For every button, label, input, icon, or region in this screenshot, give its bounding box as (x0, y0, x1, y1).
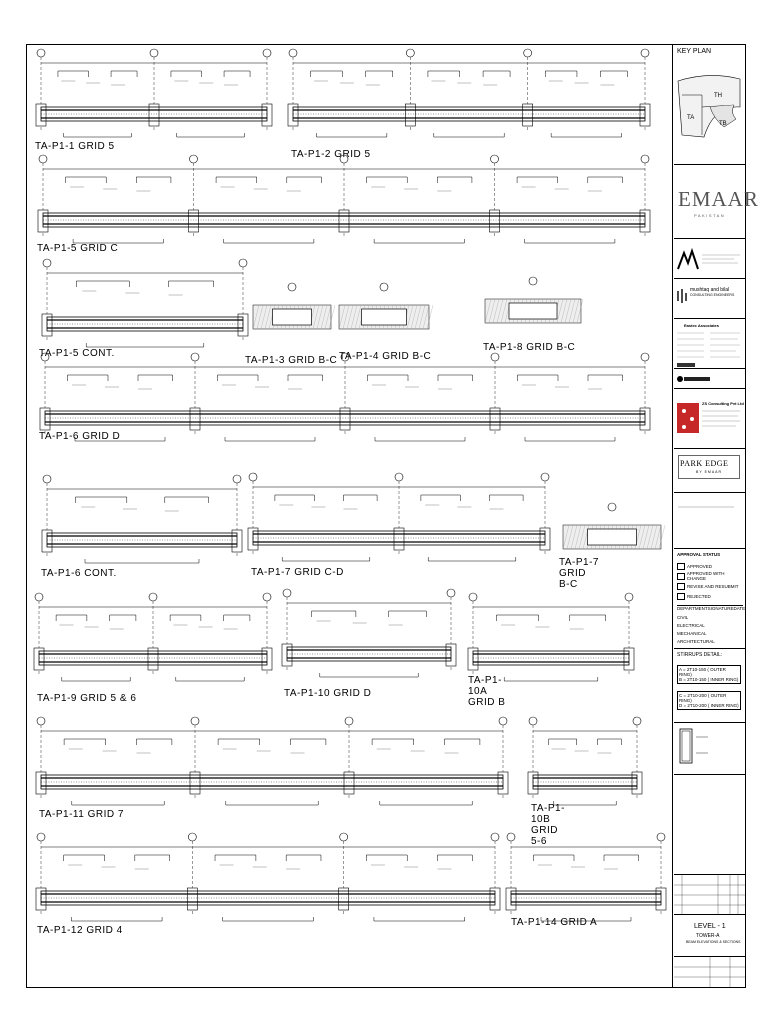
top-bar (110, 615, 136, 621)
top-bar (136, 177, 171, 183)
top-bar (66, 177, 107, 183)
bottom-bar (434, 133, 504, 137)
top-bar (218, 375, 259, 381)
top-bar (64, 739, 106, 745)
grid-bubble (541, 473, 549, 481)
contractor-logo (674, 389, 745, 449)
checkbox[interactable] (677, 593, 685, 600)
grid-bubble (529, 277, 537, 285)
top-bar (224, 615, 250, 621)
tower-label: TA (687, 115, 695, 121)
stirrups-box-1: A = 2T10-150 ( OUTER RING) B = 2T10-150 ( INNER RING) (677, 665, 741, 684)
grid-bubble (150, 49, 158, 57)
beam-label: TA-P1-12 GRID 4 (37, 925, 123, 936)
top-bar (437, 855, 472, 861)
top-bar (111, 71, 137, 77)
top-bar (366, 855, 407, 861)
mep-panel (674, 319, 745, 369)
top-bar (275, 495, 314, 501)
grid-bubble (35, 593, 43, 601)
grid-bubble (39, 155, 47, 163)
grid-bubble (249, 473, 257, 481)
section-outline (362, 309, 407, 325)
grid-bubble (191, 717, 199, 725)
top-bar (588, 177, 623, 183)
top-bar (483, 71, 510, 77)
contractor-panel (674, 389, 745, 449)
approval-option[interactable]: APPROVED (677, 561, 743, 571)
top-bar (549, 739, 577, 745)
tower-label: TH (714, 93, 722, 99)
key-plan-panel (674, 45, 745, 165)
top-bar (215, 855, 256, 861)
top-bar (56, 615, 87, 621)
approval-option[interactable]: REVISE AND RESUBMIT (677, 581, 743, 591)
beam-label: TA-P1-3 GRID B-C (245, 355, 338, 366)
approval-option[interactable]: REJECTED (677, 591, 743, 601)
bottom-bar (525, 437, 615, 441)
grid-bubble (37, 833, 45, 841)
mep-text-block (674, 319, 745, 369)
grid-bubble (37, 49, 45, 57)
grid-bubble (233, 475, 241, 483)
top-bar (588, 375, 623, 381)
top-bar (290, 739, 325, 745)
top-bar (64, 855, 105, 861)
grid-bubble (43, 475, 51, 483)
approval-title: APPROVAL STATUS (677, 552, 721, 557)
top-bar (170, 615, 201, 621)
beam-label: TA-P1-5 CONT. (39, 348, 115, 359)
top-bar (311, 71, 343, 77)
top-bar (76, 497, 127, 503)
grid-bubble (263, 593, 271, 601)
bottom-bar (551, 133, 621, 137)
grid-bubble (641, 155, 649, 163)
bottom-bar (374, 239, 464, 243)
top-bar (288, 375, 323, 381)
grid-bubble (641, 353, 649, 361)
grid-bubble (524, 49, 532, 57)
bottom-bar (176, 677, 244, 681)
project-panel (674, 449, 745, 493)
top-bar (169, 281, 214, 287)
beam-label: TA-P1-6 CONT. (41, 568, 117, 579)
grid-bubble (625, 593, 633, 601)
grid-bubble (499, 717, 507, 725)
bottom-bar (374, 917, 465, 921)
misc-panel (674, 369, 745, 389)
top-bar (367, 177, 408, 183)
top-bar (286, 855, 321, 861)
beam-label: TA-P1-2 GRID 5 (291, 149, 371, 160)
section-outline (509, 303, 557, 319)
top-bar (421, 495, 460, 501)
structural-panel (674, 279, 745, 319)
client-logo: EMAAR (678, 187, 759, 211)
beam-label: TA-P1-1 GRID 5 (35, 141, 115, 152)
section-outline (273, 309, 312, 325)
checkbox[interactable] (677, 563, 685, 570)
top-bar (490, 495, 524, 501)
top-bar (597, 739, 621, 745)
grid-bubble (395, 473, 403, 481)
bottom-bar (375, 437, 465, 441)
grid-bubble (263, 49, 271, 57)
top-bar (136, 739, 171, 745)
beam-label: TA-P1-9 GRID 5 & 6 (37, 693, 137, 704)
grid-bubble (406, 49, 414, 57)
bottom-bar (71, 917, 162, 921)
structural-name: mushtaq and bilal (690, 287, 730, 293)
grid-bubble (507, 833, 515, 841)
beam-label: TA-P1-10B GRID 5-6 (531, 803, 565, 847)
bottom-bar (62, 677, 130, 681)
key-plan-diagram (674, 45, 745, 165)
top-bar (438, 375, 473, 381)
beam-elevations-canvas (27, 45, 673, 987)
bottom-bar (86, 343, 204, 347)
top-bar (58, 71, 89, 77)
grid-bubble (469, 593, 477, 601)
grid-bubble (529, 717, 537, 725)
grid-bubble (188, 833, 196, 841)
top-bar (368, 375, 409, 381)
bottom-bar (226, 801, 318, 805)
bottom-bar (85, 559, 199, 563)
top-bar (138, 375, 173, 381)
grid-bubble (345, 717, 353, 725)
top-bar (165, 497, 209, 503)
client-sub: PAKISTAN (694, 213, 726, 218)
mep-name: Eastec Associates (684, 323, 719, 328)
drawing-desc: BEAM ELEVATIONS & SECTIONS (686, 940, 741, 944)
top-bar (496, 615, 538, 621)
checkbox[interactable] (677, 583, 685, 590)
top-bar (218, 739, 260, 745)
top-bar (518, 375, 559, 381)
checkbox[interactable] (677, 573, 685, 580)
section-outline (588, 529, 637, 545)
revision-grid (674, 875, 745, 915)
top-bar (287, 177, 322, 183)
stirrups-title: STIRRUPS DETAIL: (677, 652, 723, 658)
beam-label: TA-P1-7 GRID B-C (559, 557, 599, 590)
tower-title: TOWER-A (696, 933, 720, 939)
dept-row: MECHANICAL (677, 631, 707, 636)
top-bar (534, 855, 575, 861)
grid-bubble (633, 717, 641, 725)
tower-label: TB (719, 121, 727, 127)
drawing-area (27, 45, 673, 987)
dept-row: ELECTRICAL (677, 623, 705, 628)
bottom-bar (177, 133, 245, 137)
top-bar (366, 71, 393, 77)
drawing-title-panel (674, 915, 745, 957)
grid-bubble (491, 155, 499, 163)
top-bar (344, 495, 378, 501)
bottom-bar (282, 557, 370, 561)
revision-table (674, 875, 745, 915)
top-bar (216, 177, 257, 183)
department-header: DEPARTMENT SIGNATURE DATE (677, 606, 746, 611)
bottom-bar (224, 239, 314, 243)
grid-bubble (608, 503, 616, 511)
project-sub: BY EMAAR (696, 470, 723, 474)
stirrups-panel (674, 649, 745, 723)
beam-label: TA-P1-14 GRID A (511, 917, 598, 928)
beam-outline (287, 647, 451, 661)
blank-panel (674, 775, 745, 875)
grid-bubble (283, 589, 291, 597)
bottom-bar (320, 673, 418, 677)
grid-bubble (289, 49, 297, 57)
beam-label: TA-P1-8 GRID B-C (483, 342, 576, 353)
top-bar (224, 71, 250, 77)
top-bar (600, 71, 627, 77)
grid-bubble (340, 833, 348, 841)
top-bar (604, 855, 639, 861)
grid-bubble (288, 283, 296, 291)
top-bar (312, 611, 356, 617)
grid-bubble (641, 49, 649, 57)
bottom-bar (225, 437, 315, 441)
grid-bubble (447, 589, 455, 597)
stirrups-box-2: C = 2T10-200 ( OUTER RING) D = 2T10-200 ( INNER RING) (677, 691, 741, 710)
architect-panel (674, 239, 745, 279)
project-name: PARK EDGE (680, 459, 729, 468)
section-sketch-panel (674, 723, 745, 775)
beam-label: TA-P1-7 GRID C-D (251, 567, 344, 578)
drawing-number-panel (674, 957, 745, 987)
approval-panel (674, 549, 745, 649)
architect-logo (674, 239, 745, 279)
grid-bubble (491, 833, 499, 841)
structural-logo (674, 279, 745, 319)
title-block (674, 45, 759, 987)
top-bar (76, 281, 129, 287)
bottom-bar (380, 801, 472, 805)
approval-option[interactable]: APPROVED WITH CHANGE (677, 571, 743, 581)
top-bar (171, 71, 202, 77)
grid-bubble (191, 353, 199, 361)
structural-sub: CONSULTING ENGINEERS (690, 293, 735, 297)
dept-row: CIVIL (677, 615, 689, 620)
grid-bubble (43, 259, 51, 267)
beam-label: TA-P1-10A GRID B (468, 675, 506, 708)
beam-label: TA-P1-10 GRID D (284, 688, 372, 699)
grid-bubble (37, 717, 45, 725)
top-bar (444, 739, 479, 745)
grid-bubble (239, 259, 247, 267)
bottom-bar (223, 917, 314, 921)
bottom-bar (428, 557, 516, 561)
key-plan-title: KEY PLAN (677, 48, 712, 55)
top-bar (389, 611, 427, 617)
top-bar (372, 739, 414, 745)
top-bar (437, 177, 472, 183)
grid-bubble (380, 283, 388, 291)
top-bar (570, 615, 606, 621)
bottom-bar (316, 133, 386, 137)
beam-label: TA-P1-4 GRID B-C (339, 351, 432, 362)
drawing-sheet (26, 44, 759, 988)
top-bar (68, 375, 109, 381)
top-bar (517, 177, 558, 183)
beam-label: TA-P1-5 GRID C (37, 243, 119, 254)
top-bar (428, 71, 460, 77)
dept-row: ARCHITECTURAL (677, 639, 715, 644)
top-bar (135, 855, 170, 861)
bottom-bar (504, 677, 598, 681)
bottom-bar (72, 801, 164, 805)
level-title: LEVEL - 1 (694, 923, 726, 930)
top-bar (545, 71, 577, 77)
grid-bubble (657, 833, 665, 841)
bottom-bar (64, 133, 132, 137)
stirrup-section-sketch (674, 723, 745, 775)
beam-label: TA-P1-11 GRID 7 (39, 809, 124, 820)
client-panel (674, 165, 759, 239)
grid-bubble (149, 593, 157, 601)
grid-bubble (190, 155, 198, 163)
bottom-bar (525, 239, 615, 243)
contractor-name: ZS Consulting Pvt Ltd (702, 401, 744, 406)
remarks-panel (674, 493, 745, 549)
beam-label: TA-P1-6 GRID D (39, 431, 121, 442)
grid-bubble (491, 353, 499, 361)
